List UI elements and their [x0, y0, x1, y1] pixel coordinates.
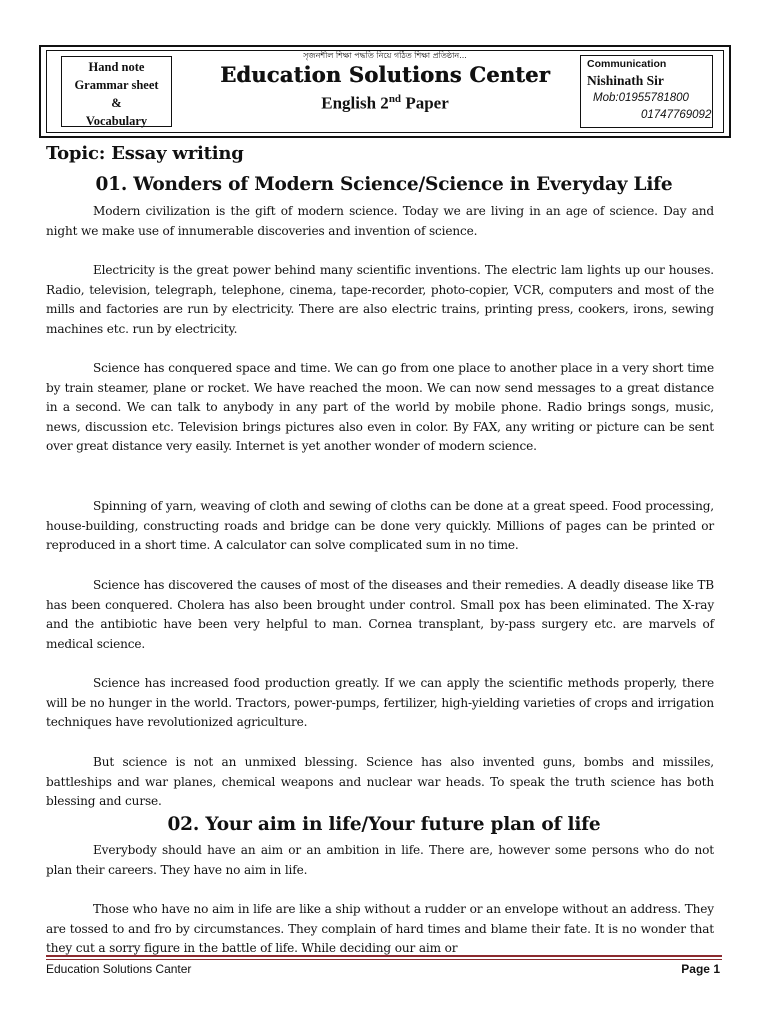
header-inner-frame: [46, 50, 724, 133]
header-frame: [39, 45, 731, 138]
footer-org: Education Solutions Canter: [46, 962, 192, 976]
paragraph: Electricity is the great power behind many scientific inventions. The electric lam lights up our houses. Radio, television, telegraph, telephone, cinema, tape-recorder, photo-copier, VCR, computers and most of the mills and factories are run by electricity. There are also electric trains, printing press, cookers, irons, sewing machines etc. run by electricity.: [46, 263, 714, 336]
topic-heading: Topic: Essay writing: [46, 143, 244, 164]
paper-name: English 2: [321, 93, 389, 113]
org-name: Education Solutions Center: [220, 62, 550, 87]
paragraph: Those who have no aim in life are like a ship without a rudder or an envelope without an address. They are tossed to and fro by circumstances. They complain of hard times and blame their fate. It is no wonder that they cut a sorry figure in the battle of life. While deciding our aim or: [46, 902, 714, 956]
contact-phone: 01747769092: [641, 109, 712, 121]
contact-box: [580, 55, 713, 128]
footer-rule: [46, 959, 722, 960]
handnote-line: Hand note: [88, 60, 145, 74]
contact-title: Communication: [587, 58, 667, 70]
section-heading: 01. Wonders of Modern Science/Science in Everyday Life: [95, 174, 673, 195]
page-number: Page 1: [681, 962, 720, 976]
paragraph: Spinning of yarn, weaving of cloth and sewing of cloths can be done at a great speed. Food processing, house-building, constructing roads and bridge can be done very quickly. Millions of pages can be printed or reproduced in a short time. A calculator can solve complicated sum in no time.: [46, 499, 714, 553]
paper-suffix: Paper: [401, 93, 449, 113]
paper-ordinal: nd: [388, 93, 402, 105]
paragraph: But science is not an unmixed blessing. Science has also invented guns, bombs and missiles, battleships and war planes, chemical weapons and nuclear war heads. To speak the truth science has both blessing and curse.: [46, 755, 714, 809]
paragraph: Science has conquered space and time. We can go from one place to another place in a very short time by train steamer, plane or rocket. We have reached the moon. We can now send messages to a great distance in a second. We can talk to anybody in any part of the world by mobile phone. Radio brings songs, music, news, discussion etc. Television brings pictures also even in color. By FAX, any writing or picture can be sent over great distance very easily. Internet is yet another wonder of modern science.: [46, 361, 714, 454]
footer-rule: [46, 955, 722, 957]
handnote-line: Vocabulary: [85, 114, 148, 128]
handnote-line: Grammar sheet: [74, 78, 159, 92]
paragraph: Science has discovered the causes of most of the diseases and their remedies. A deadly disease like TB has been conquered. Cholera has also been brought under control. Small pox has been eliminated. The X-ray and the antibiotic have been very helpful to man. Cornea transplant, by-pass surgery etc. are marvels of medical science.: [46, 578, 714, 651]
paragraph: Modern civilization is the gift of modern science. Today we are living in an age of science. Day and night we make use of innumerable discoveries and invention of science.: [46, 204, 714, 238]
section-heading: 02. Your aim in life/Your future plan of life: [167, 814, 601, 835]
paragraph: Science has increased food production greatly. If we can apply the scientific methods properly, there will be no hunger in the world. Tractors, power-pumps, fertilizer, high-yielding varieties of crops and irrigation techniques have revolutionized agriculture.: [46, 676, 714, 730]
paragraph: Everybody should have an aim or an ambition in life. There are, however some persons who do not plan their careers. They have no aim in life.: [46, 843, 714, 877]
tagline: সৃজনশীল শিক্ষা পদ্ধতি নিয়ে গঠিত শিক্ষা প্রতিষ্ঠান...: [303, 51, 467, 60]
contact-phone: Mob:01955781800: [593, 92, 689, 104]
handnote-line: &: [111, 96, 122, 110]
contact-name: Nishinath Sir: [587, 73, 664, 88]
